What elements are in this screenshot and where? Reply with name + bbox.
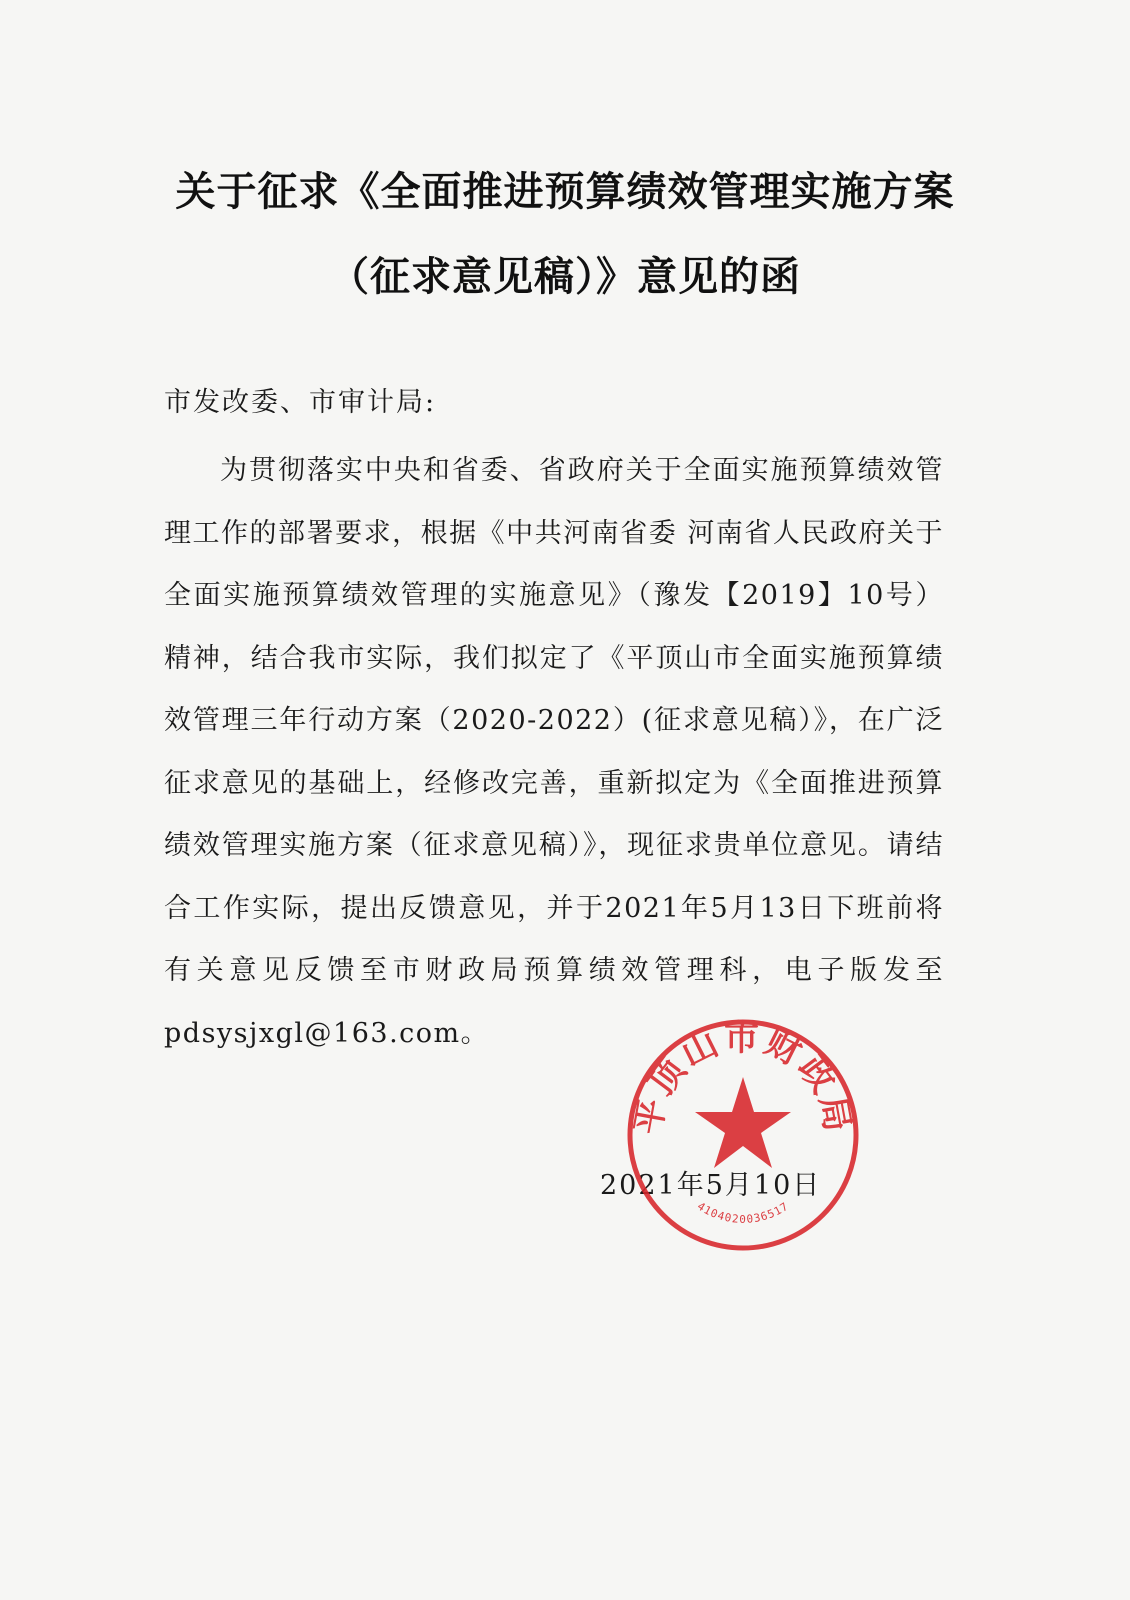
svg-text:4104020036517 xyxy=(695,1200,791,1226)
seal-text: 平顶山市财政局 xyxy=(628,1018,858,1138)
addressee: 市发改委、市审计局: xyxy=(164,387,437,418)
seal-code: 4104020036517 xyxy=(694,1199,792,1226)
seal-star-icon xyxy=(695,1077,791,1168)
document-title-line2: （征求意见稿）》意见的函 xyxy=(329,254,801,300)
document-title-line1: 关于征求《全面推进预算绩效管理实施方案 xyxy=(175,169,955,215)
document-date: 2021年5月10日 xyxy=(600,1170,822,1201)
official-seal-icon xyxy=(623,1015,863,1255)
body-paragraph: 为贯彻落实中央和省委、省政府关于全面实施预算绩效管理工作的部署要求，根据《中共河南省委 河南省人民政府关于全面实施预算绩效管理的实施意见》（豫发【2019】10号）精神，结合我市实际，我们拟定了《平顶山市全面实施预算绩效管理三年行动方案（2020-2022）(征求意见稿）》，在广泛征求意见的基础上，经修改完善，重新拟定为《全面推进预算绩效管理实施方案（征求意见稿）》，现征求贵单位意见。请结合工作实际，提出反馈意见，并于2021年5月13日下班前将有关意见反馈至市财政局预算绩效管理科，电子版发至 pdsysjxgl@163.com。 xyxy=(164,455,944,1049)
